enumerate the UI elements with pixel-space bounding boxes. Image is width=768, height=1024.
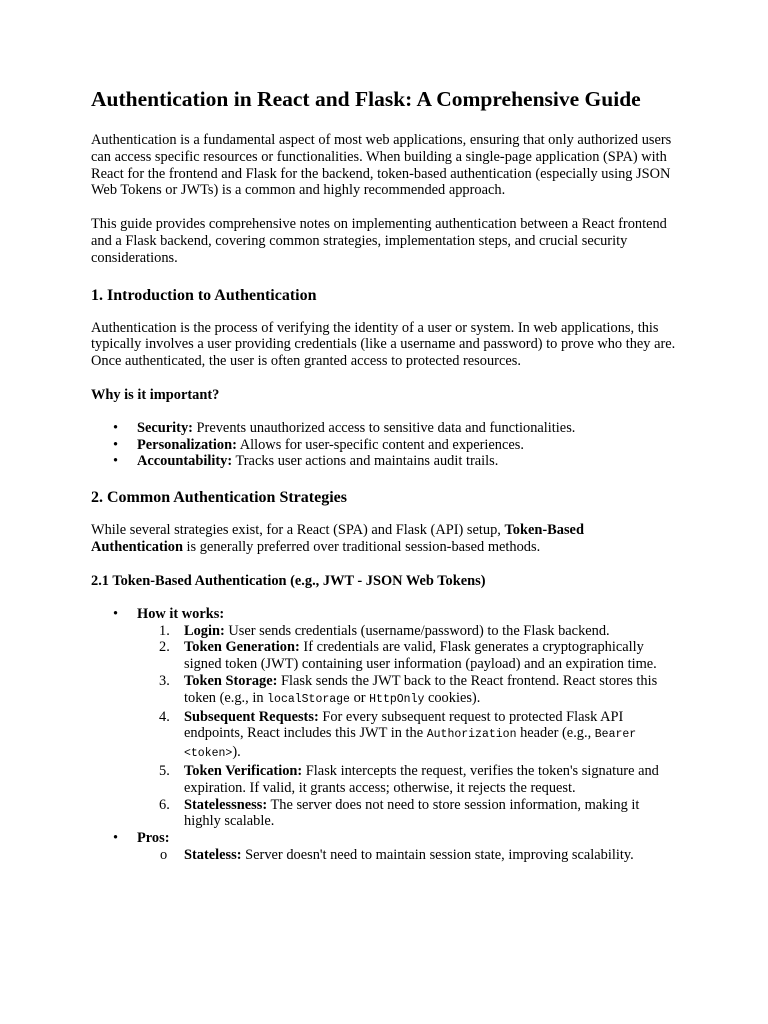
section-2-text-pre: While several strategies exist, for a React (SPA) and Flask (API) setup, [91, 522, 505, 539]
jwt-steps-list [91, 623, 676, 831]
how-it-works-label: How it works: [137, 605, 225, 622]
section-2-text-bold: Token-Based Authentication [91, 522, 584, 555]
step-text: header (e.g., [516, 725, 595, 742]
why-important-heading: Why is it important? [91, 386, 220, 403]
subsection-2-1-heading: 2.1 Token-Based Authentication (e.g., JWT - JSON Web Tokens) [91, 572, 486, 589]
step-item [91, 709, 676, 763]
pros-list [91, 847, 676, 864]
code-bearer-token: Bearer <token> [184, 728, 637, 761]
intro-paragraph-1: Authentication is a fundamental aspect of most web applications, ensuring that only authorized users can access specific resources or functionalities. When building a single-page application (SPA) with React for the frontend and Flask for the backend, token-based authentication (especially using JSON Web Tokens or JWTs) is a common and highly recommended approach. [91, 132, 672, 199]
list-item-term: Personalization: [137, 436, 237, 453]
pros-term: Stateless: [184, 846, 242, 863]
code-authorization: Authorization [426, 728, 517, 742]
bullet-icon: • [113, 419, 119, 436]
step-text: Flask intercepts the request, verifies the token's signature and expiration. If valid, it grants access; otherwise, it rejects the request. [184, 762, 659, 796]
section-2-heading: 2. Common Authentication Strategies [91, 489, 347, 507]
list-item-text: Allows for user-specific content and experiences. [236, 436, 524, 453]
list-item-how-it-works [91, 606, 676, 830]
pros-text: Server doesn't need to maintain session state, improving scalability. [241, 846, 634, 863]
step-term: Login: [184, 622, 225, 639]
step-term: Token Generation: [184, 639, 300, 656]
step-text: cookies). [424, 689, 481, 706]
intro-paragraph-2: This guide provides comprehensive notes on implementing authentication between a React frontend and a Flask backend, covering common strategies, implementation steps, and crucial security considerations. [91, 216, 667, 266]
step-text: The server does not need to store session information, making it highly scalable. [184, 796, 640, 830]
code-httponly: HttpOnly [369, 692, 425, 706]
jwt-details-list [91, 606, 676, 864]
step-number: 3. [159, 672, 170, 689]
pros-label: Pros: [137, 830, 170, 847]
list-item-text: Prevents unauthorized access to sensitive data and functionalities. [192, 419, 576, 436]
bullet-icon: • [113, 605, 119, 622]
step-item [91, 623, 676, 640]
step-text: For every subsequent request to protected Flask API endpoints, React includes this JWT in the [184, 708, 624, 742]
code-localstorage: localStorage [267, 692, 350, 706]
bullet-icon: • [113, 830, 119, 847]
step-text: ). [232, 744, 241, 761]
section-2-paragraph [91, 522, 676, 556]
importance-list [91, 420, 676, 470]
step-number: 2. [159, 639, 170, 656]
list-item-pros [91, 830, 676, 864]
list-item-term: Accountability: [137, 453, 233, 470]
step-number: 4. [159, 708, 170, 725]
list-item [91, 420, 676, 437]
circle-bullet-icon: o [160, 846, 168, 863]
step-text: Flask sends the JWT back to the React frontend. React stores this token (e.g., in [184, 672, 658, 706]
pros-item [91, 847, 676, 864]
list-item [91, 437, 676, 454]
step-term: Statelessness: [184, 796, 268, 813]
step-term: Token Verification: [184, 762, 303, 779]
step-item [91, 763, 676, 797]
step-number: 5. [159, 762, 170, 779]
list-item [91, 453, 676, 470]
step-item [91, 639, 676, 673]
step-term: Subsequent Requests: [184, 708, 319, 725]
step-item [91, 797, 676, 831]
step-term: Token Storage: [184, 672, 278, 689]
section-2-text-post: is generally preferred over traditional session-based methods. [182, 538, 541, 555]
section-1-paragraph: Authentication is the process of verifying the identity of a user or system. In web applications, this typically involves a user providing credentials (like a username and password) to prove who they are. Once authenticated, the user is often granted access to protected resources. [91, 319, 676, 370]
step-text: User sends credentials (username/password) to the Flask backend. [224, 622, 610, 639]
list-item-term: Security: [137, 419, 193, 436]
list-item-text: Tracks user actions and maintains audit trails. [232, 453, 499, 470]
step-item [91, 673, 676, 709]
section-1-heading: 1. Introduction to Authentication [91, 286, 317, 304]
step-text: or [349, 689, 370, 706]
bullet-icon: • [113, 453, 119, 470]
step-text: If credentials are valid, Flask generates a cryptographically signed token (JWT) containing user information (payload) and an expiration time. [184, 639, 657, 673]
bullet-icon: • [113, 436, 119, 453]
step-number: 6. [159, 796, 170, 813]
step-number: 1. [159, 622, 170, 639]
page-title: Authentication in React and Flask: A Comprehensive Guide [91, 87, 641, 111]
